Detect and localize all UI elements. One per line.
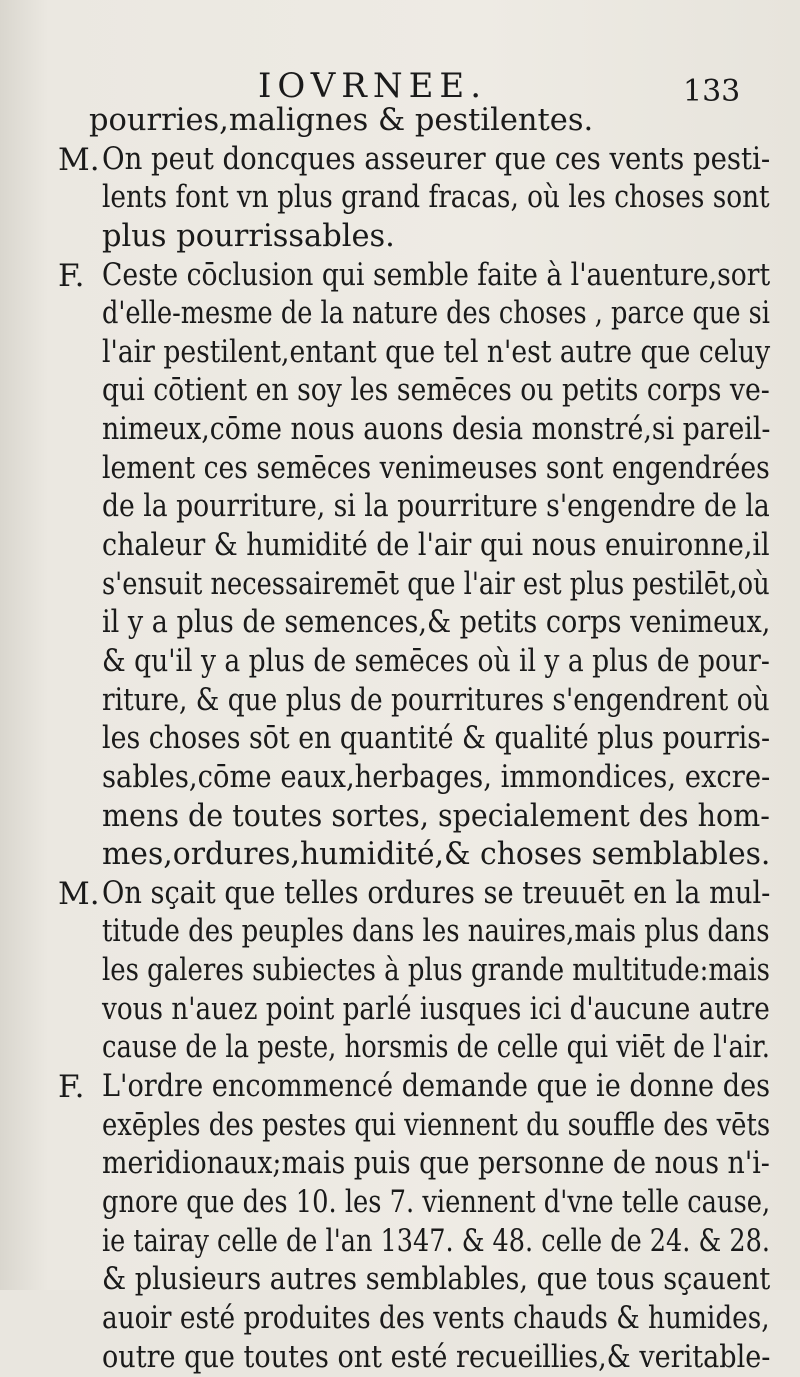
line-text: nimeux,cōme nous auons desia monstré,si pareil- — [102, 411, 770, 449]
line-text: sables,cōme eaux,herbages, immondices, excre- — [102, 759, 770, 797]
text-line — [0, 1029, 800, 1068]
line-text: qui cōtient en soy les semēces ou petits corps ve- — [102, 372, 770, 410]
line-text: ie tairay celle de l'an 1347. & 48. celle de 24. & 28. — [102, 1223, 770, 1261]
text-line — [0, 179, 800, 218]
line-text: & plusieurs autres semblables, que tous sçauent — [102, 1261, 770, 1299]
line-text: chaleur & humidité de l'air qui nous enuironne,il — [102, 527, 770, 565]
line-text: lents font vn plus grand fracas, où les choses sont — [102, 179, 770, 217]
line-text: On peut doncques asseurer que ces vents pesti- — [102, 141, 770, 179]
line-text: On sçait que telles ordures se treuuēt en la mul- — [102, 875, 770, 913]
text-line — [0, 372, 800, 411]
line-text: d'elle-mesme de la nature des choses , parce que si — [102, 295, 770, 333]
speaker-marker: F. — [58, 1068, 85, 1106]
line-text: les galeres subiectes à plus grande multitude:mais — [102, 952, 770, 990]
line-text: pourries,malignes & pestilentes. — [89, 102, 593, 140]
text-line — [0, 527, 800, 566]
text-line — [0, 952, 800, 991]
text-line — [0, 720, 800, 759]
line-text: auoir esté produites des vents chauds & humides, — [102, 1300, 770, 1338]
line-text: s'ensuit necessairemēt que l'air est plus pestilēt,où — [102, 566, 770, 604]
line-text: de la pourriture, si la pourriture s'engendre de la — [102, 488, 770, 526]
text-line — [0, 566, 800, 605]
text-line — [0, 836, 800, 875]
line-text: les choses sōt en quantité & qualité plus pourris- — [102, 720, 770, 758]
text-line — [0, 1068, 800, 1107]
text-line — [0, 1339, 800, 1377]
text-line — [0, 1145, 800, 1184]
text-line — [0, 875, 800, 914]
speaker-marker: M. — [58, 875, 100, 913]
line-text: exēples des pestes qui viennent du souffle des vēts — [102, 1107, 770, 1145]
page-number: 133 — [683, 72, 740, 112]
text-line — [0, 102, 800, 141]
line-text: gnore que des 10. les 7. viennent d'vne telle cause, — [102, 1184, 770, 1222]
text-line — [0, 991, 800, 1030]
text-line — [0, 1261, 800, 1300]
running-title: IOVRNEE. — [258, 66, 487, 106]
line-text: Ceste cōclusion qui semble faite à l'auenture,sort — [102, 257, 770, 295]
text-line — [0, 604, 800, 643]
text-line — [0, 1223, 800, 1262]
line-text: cause de la peste, horsmis de celle qui viēt de l'air. — [102, 1029, 770, 1067]
text-line — [0, 682, 800, 721]
text-line — [0, 450, 800, 489]
line-text: & qu'il y a plus de semēces où il y a plus de pour- — [102, 643, 770, 681]
text-line — [0, 257, 800, 296]
speaker-marker: F. — [58, 257, 85, 295]
line-text: L'ordre encommencé demande que ie donne des — [102, 1068, 770, 1106]
text-line — [0, 798, 800, 837]
line-text: vous n'auez point parlé iusques ici d'aucune autre — [102, 991, 770, 1029]
line-text: lement ces semēces venimeuses sont engendrées — [102, 450, 770, 488]
line-text: l'air pestilent,entant que tel n'est autre que celuy — [102, 334, 770, 372]
text-line — [0, 411, 800, 450]
text-line — [0, 1300, 800, 1339]
text-line — [0, 913, 800, 952]
text-line — [0, 295, 800, 334]
line-text: mes,ordures,humidité,& choses semblables. — [102, 836, 770, 874]
line-text: plus pourrissables. — [102, 218, 395, 256]
line-text: outre que toutes ont esté recueillies,& veritable- — [102, 1339, 770, 1377]
text-line — [0, 643, 800, 682]
line-text: meridionaux;mais puis que personne de nous n'i- — [102, 1145, 770, 1183]
text-line — [0, 1184, 800, 1223]
text-line — [0, 334, 800, 373]
dialogue-text — [0, 102, 800, 1377]
text-line — [0, 141, 800, 180]
line-text: il y a plus de semences,& petits corps venimeux, — [102, 604, 770, 642]
text-line — [0, 218, 800, 257]
text-line — [0, 759, 800, 798]
text-line — [0, 1107, 800, 1146]
speaker-marker: M. — [58, 141, 100, 179]
text-line — [0, 488, 800, 527]
line-text: mens de toutes sortes, specialement des hom- — [102, 798, 770, 836]
line-text: riture, & que plus de pourritures s'engendrent où — [102, 682, 770, 720]
line-text: titude des peuples dans les nauires,mais plus dans — [102, 913, 770, 951]
